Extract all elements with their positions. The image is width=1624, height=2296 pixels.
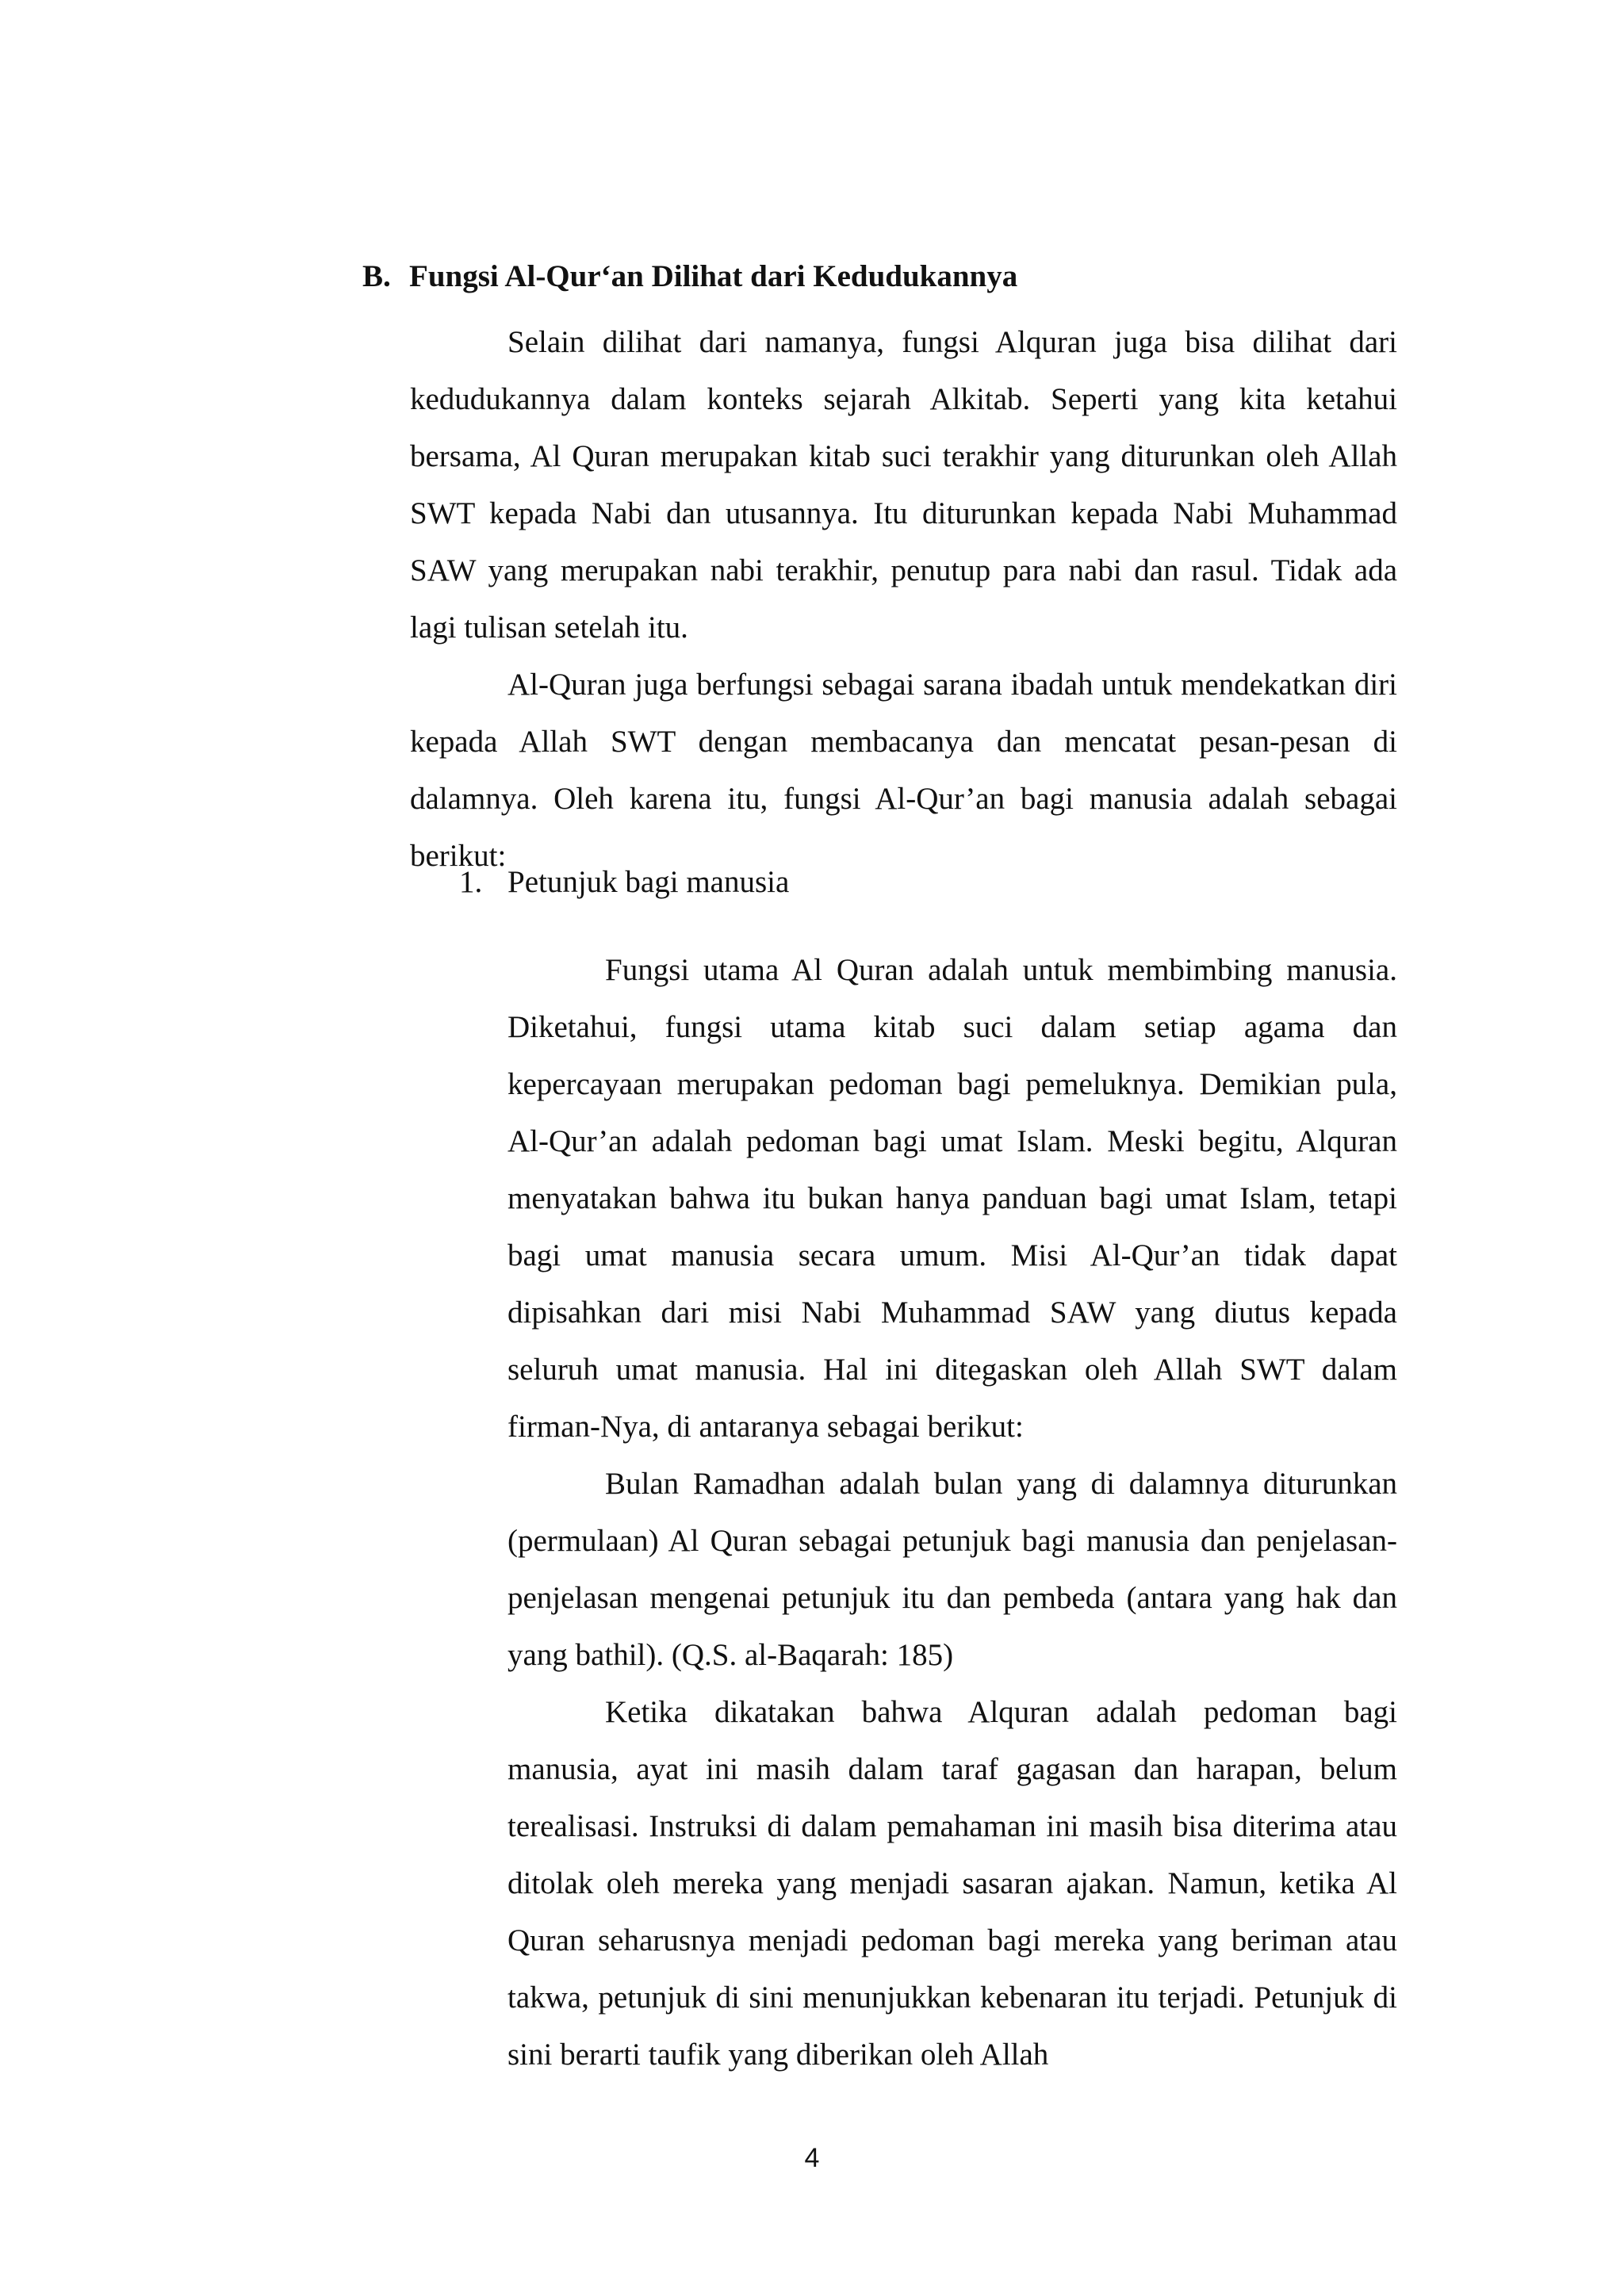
quran-verse-paragraph: Bulan Ramadhan adalah bulan yang di dalamnya diturunkan (permulaan) Al Quran sebagai petunjuk bagi manusia dan penjelasan-penjelasan mengenai petunjuk itu dan pembeda (antara yang hak dan yang bathil). (Q.S. al-Baqarah: 185) — [508, 1467, 1397, 1672]
guidance-explanation-paragraph: Fungsi utama Al Quran adalah untuk membimbing manusia. Diketahui, fungsi utama kitab suci dalam setiap agama dan kepercayaan merupakan pedoman bagi pemeluknya. Demikian pula, Al-Qur’an adalah pedoman bagi umat Islam. Meski begitu, Alquran menyatakan bahwa itu bukan hanya panduan bagi umat Islam, tetapi bagi umat manusia secara umum. Misi Al-Qur’an tidak dapat dipisahkan dari misi Nabi Muhammad SAW yang diutus kepada seluruh umat manusia. Hal ini ditegaskan oleh Allah SWT dalam firman-Nya, di antaranya sebagai berikut: — [508, 953, 1397, 1444]
intro-paragraph: Selain dilihat dari namanya, fungsi Alquran juga bisa dilihat dari kedudukannya dalam konteks sejarah Alkitab. Seperti yang kita ketahui bersama, Al Quran merupakan kitab suci terakhir yang diturunkan oleh Allah SWT kepada Nabi dan utusannya. Itu diturunkan kepada Nabi Muhammad SAW yang merupakan nabi terakhir, penutup para nabi dan rasul. Tidak ada lagi tulisan setelah itu. — [410, 325, 1397, 645]
guidance-continuation-paragraph: Ketika dikatakan bahwa Alquran adalah pedoman bagi manusia, ayat ini masih dalam taraf gagasan dan harapan, belum terealisasi. Instruksi di dalam pemahaman ini masih bisa diterima atau ditolak oleh mereka yang menjadi sasaran ajakan. Namun, ketika Al Quran seharusnya menjadi pedoman bagi mereka yang beriman atau takwa, petunjuk di sini menunjukkan kebenaran itu terjadi. Petunjuk di sini berarti taufik yang diberikan oleh Allah — [508, 1695, 1397, 2072]
list-item-guidance — [459, 854, 789, 911]
list-item-title: Petunjuk bagi manusia — [508, 865, 790, 899]
section-heading — [362, 257, 1393, 297]
page-number: 4 — [804, 2143, 820, 2173]
list-number: 1. — [459, 865, 483, 899]
function-paragraph: Al-Quran juga berfungsi sebagai sarana ibadah untuk mendekatkan diri kepada Allah SWT dengan membacanya dan mencatat pesan-pesan di dalamnya. Oleh karena itu, fungsi Al-Qur’an bagi manusia adalah sebagai berikut: — [410, 668, 1397, 873]
section-letter: B. — [362, 259, 391, 294]
section-title: Fungsi Al-Qur‘an Dilihat dari Kedudukannya — [409, 259, 1018, 294]
